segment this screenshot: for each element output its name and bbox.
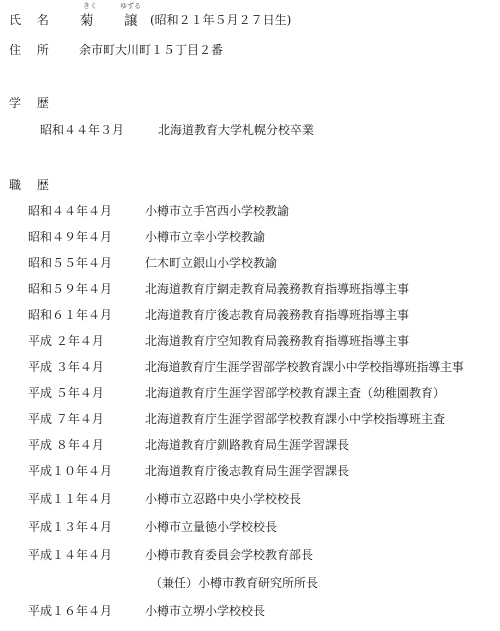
birth-date: (昭和２１年５月２７日生): [150, 13, 292, 27]
career-date: 昭和４４年４月: [28, 204, 113, 218]
address: 余市町大川町１５丁目２番: [79, 43, 224, 57]
career-date: 昭和４９年４月: [28, 230, 113, 244]
career-date: 昭和６１年４月: [28, 308, 113, 322]
career-date: 昭和５５年４月: [28, 256, 113, 270]
given-name: 譲: [124, 13, 138, 29]
career-text: 小樽市立幸小学校教諭: [145, 230, 266, 244]
career-text: 北海道教育庁生涯学習部学校教育課小中学校指導班指導主事: [145, 360, 464, 374]
career-date: 平成 ５年４月: [28, 386, 104, 400]
career-heading: 職 歴: [9, 178, 55, 192]
education-heading: 学 歴: [9, 96, 55, 110]
career-text: 小樽市立手宮西小学校教諭: [145, 204, 290, 218]
career-date: 平成 ７年４月: [28, 412, 104, 426]
career-text: 北海道教育庁生涯学習部学校教育課小中学校指導班主査: [145, 412, 446, 426]
career-text-concurrent: （兼任）小樽市教育研究所所長: [150, 576, 319, 590]
career-text: 北海道教育庁網走教育局義務教育指導班指導主事: [145, 282, 410, 296]
surname-reading: きく: [83, 2, 97, 10]
education-date: 昭和４４年３月: [40, 123, 125, 137]
name-label: 氏 名: [9, 13, 55, 27]
education-text: 北海道教育大学札幌分校卒業: [158, 123, 315, 137]
career-date: 昭和５９年４月: [28, 282, 113, 296]
career-text: 小樽市教育委員会学校教育部長: [145, 548, 314, 562]
career-date: 平成 ８年４月: [28, 438, 104, 452]
career-date: 平成１４年４月: [28, 548, 113, 562]
career-date: 平成 ２年４月: [28, 334, 104, 348]
career-text: 小樽市立量徳小学校校長: [145, 520, 278, 534]
career-date: 平成１３年４月: [28, 520, 113, 534]
given-name-reading: ゆずる: [120, 2, 141, 10]
career-text: 北海道教育庁生涯学習部学校教育課主査（幼稚園教育）: [145, 386, 446, 400]
career-text: 北海道教育庁後志教育局生涯学習課長: [145, 464, 350, 478]
career-text: 北海道教育庁釧路教育局生涯学習課長: [145, 438, 350, 452]
career-date: 平成１６年４月: [28, 604, 113, 618]
career-text: 北海道教育庁後志教育局義務教育指導班指導主事: [145, 308, 410, 322]
career-date: 平成 ３年４月: [28, 360, 104, 374]
address-label: 住 所: [9, 43, 55, 57]
career-date: 平成１１年４月: [28, 492, 113, 506]
surname: 菊: [80, 13, 94, 29]
career-date: 平成１０年４月: [28, 464, 113, 478]
career-text: 北海道教育庁空知教育局義務教育指導班指導主事: [145, 334, 410, 348]
career-text: 小樽市立忍路中央小学校校長: [145, 492, 302, 506]
career-text: 仁木町立銀山小学校教諭: [145, 256, 278, 270]
career-text: 小樽市立堺小学校校長: [145, 604, 266, 618]
